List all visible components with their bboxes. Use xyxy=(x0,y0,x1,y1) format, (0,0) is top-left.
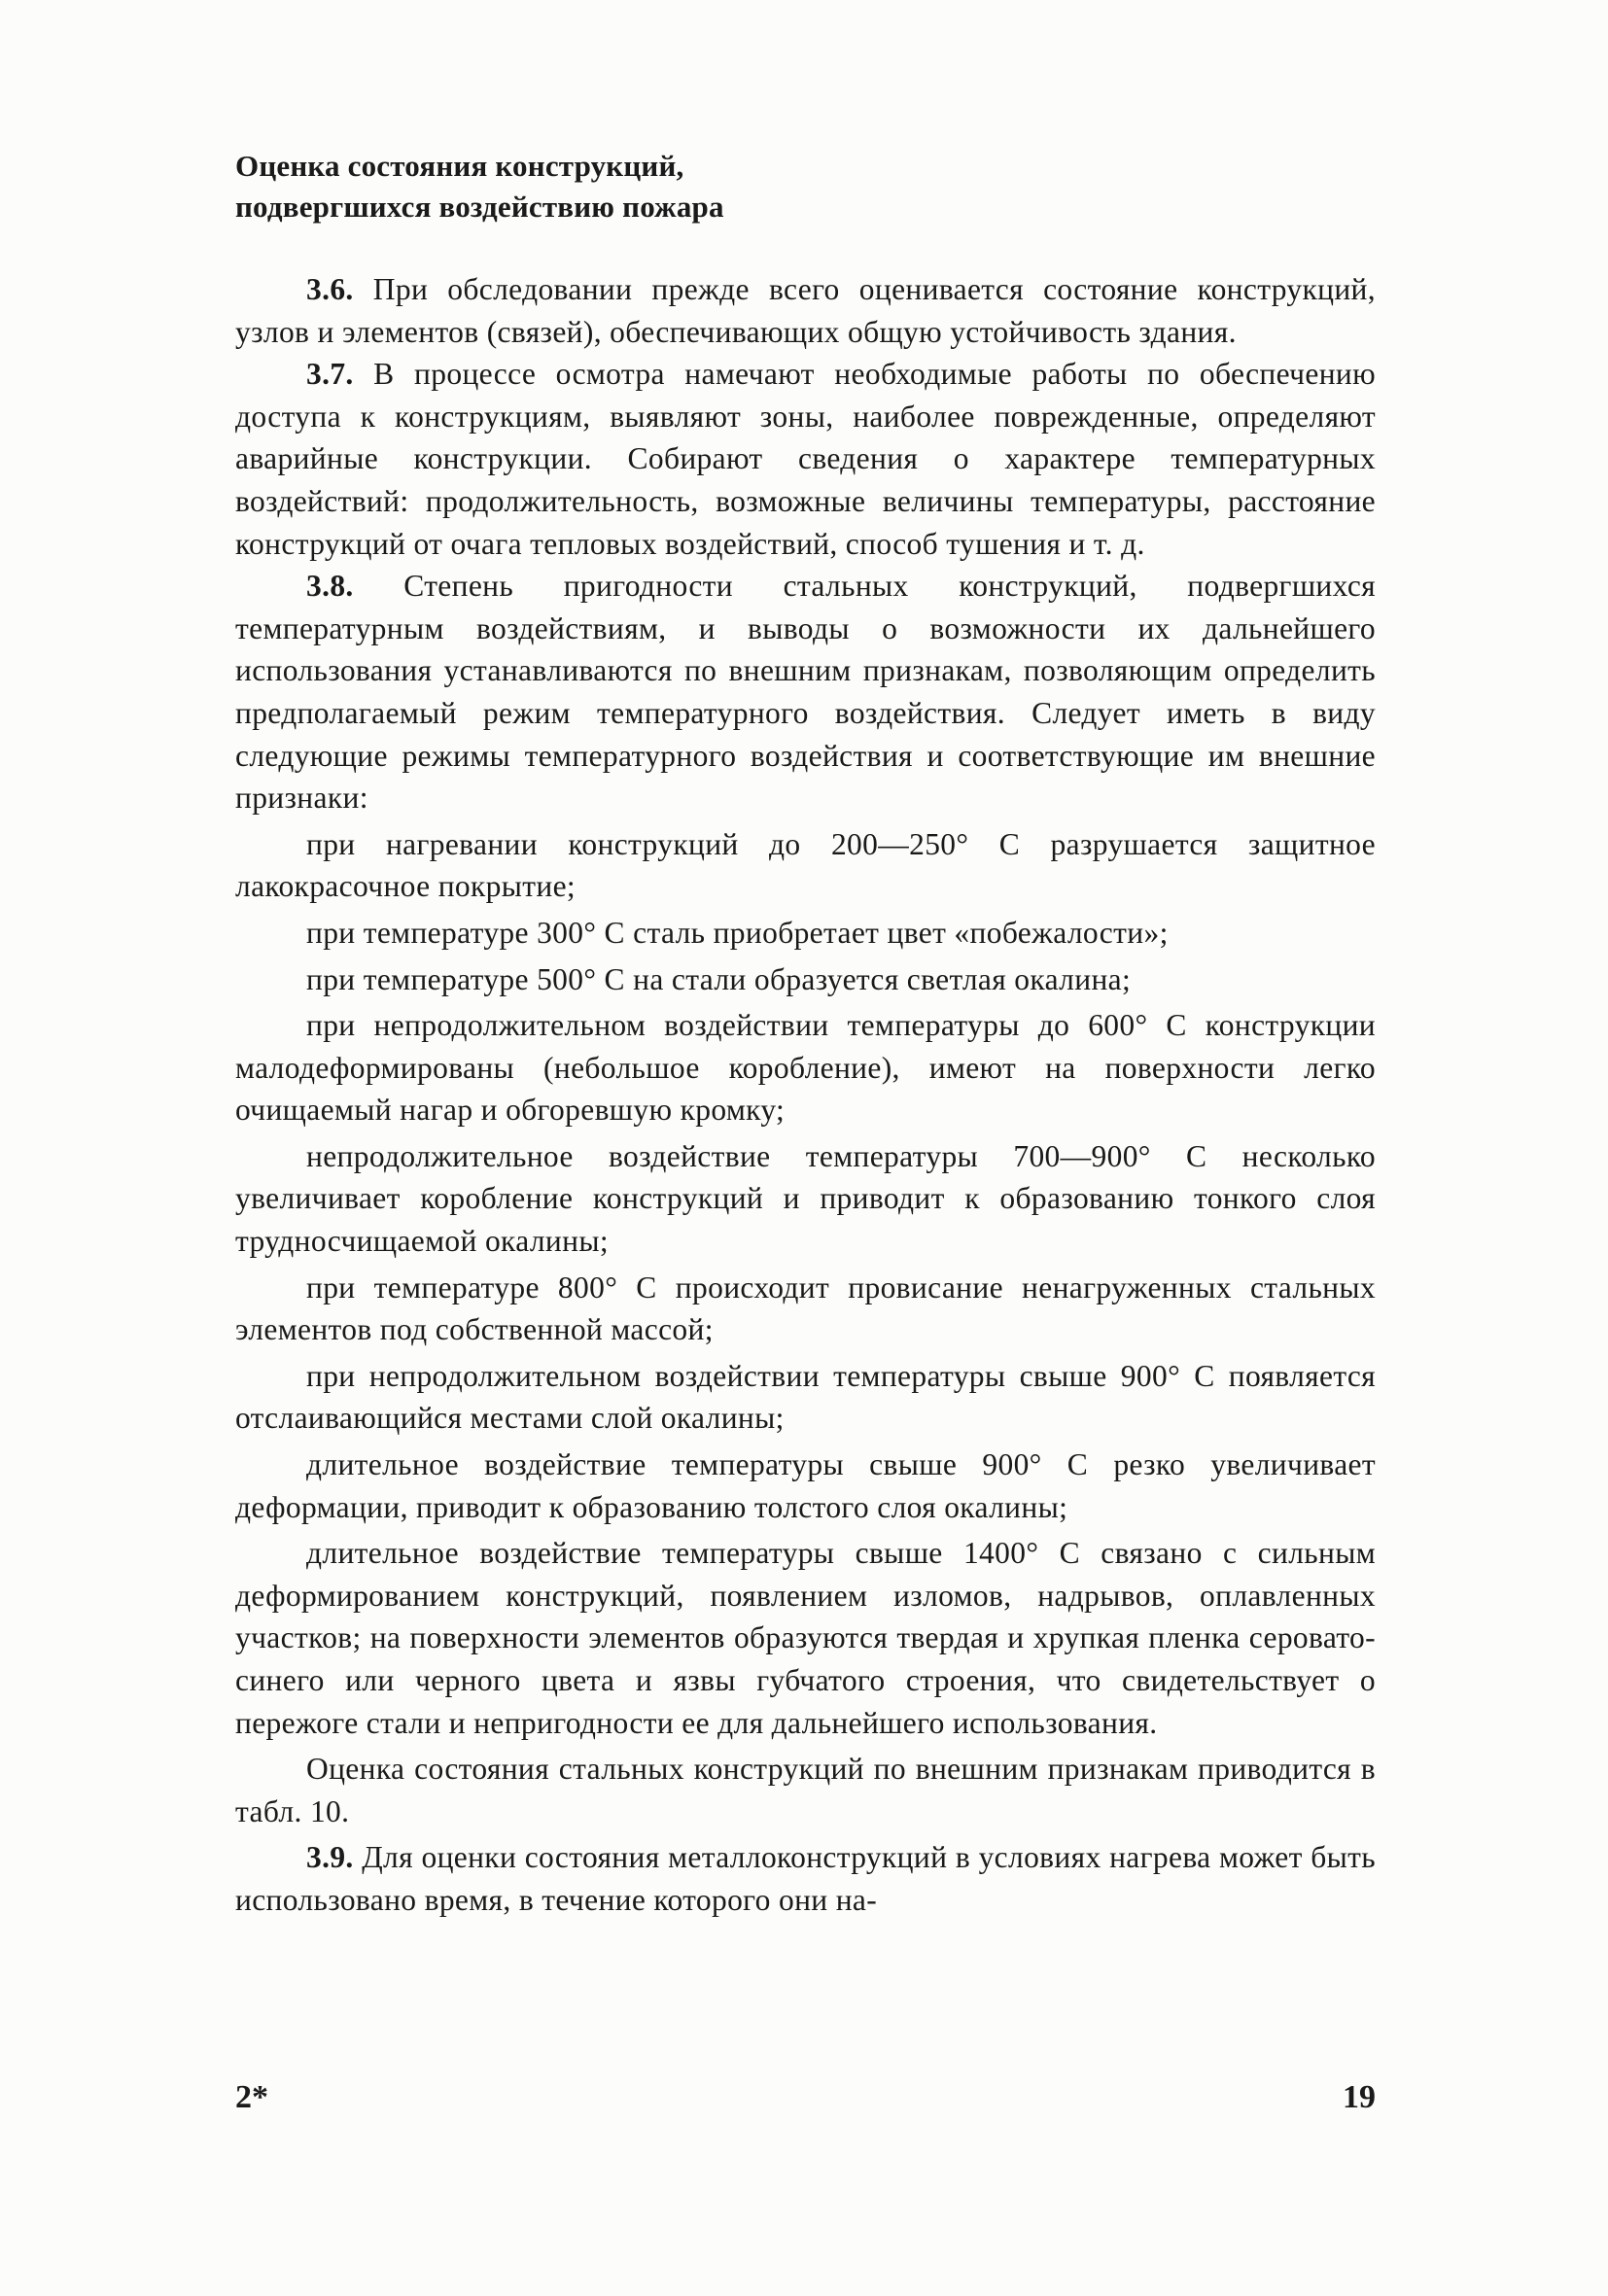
page-number: 19 xyxy=(1343,2079,1376,2115)
document-page xyxy=(235,146,1376,1922)
section-heading xyxy=(235,146,1376,227)
heading-line-2: подвергшихся воздействию пожара xyxy=(235,190,724,224)
list-item: непродолжительное воздействие температуры 700—900° С несколько увеличивает коробление конструкций и приводит к образованию тонкого слоя трудносчищаемой окалины; xyxy=(235,1138,1376,1259)
page-footer xyxy=(235,2079,1376,2128)
paragraph-3-8: 3.8. Степень пригодности стальных конструкций, подвергшихся температурным воздействиям, и выводы о возможности их дальнейшего использования устанавливаются по внешним признакам, позволяющим определить предполагаемый режим температурного воздействия. Следует иметь в виду следующие режимы температурного воздействия и соответствующие им внешние признаки: xyxy=(235,569,1376,816)
list-item: при температуре 300° С сталь приобретает цвет «побежалости»; xyxy=(306,915,1169,950)
list-item: при нагревании конструкций до 200—250° С разрушается защитное лакокрасочное покрытие; xyxy=(235,826,1376,904)
paragraph-3-6: 3.6. При обследовании прежде всего оценивается состояние конструкций, узлов и элементов (связей), обеспечивающих общую устойчивость здания. xyxy=(235,272,1376,349)
heading-line-1: Оценка состояния конструкций, xyxy=(235,149,684,183)
paragraph-3-7: 3.7. В процессе осмотра намечают необходимые работы по обеспечению доступа к конструкциям, выявляют зоны, наиболее поврежденные, определяют аварийные конструкции. Собирают сведения о характере температурных воздействий: продолжительность, возможные величины температуры, расстояние конструкций от очага тепловых воздействий, способ тушения и т. д. xyxy=(235,357,1376,561)
list-item: при непродолжительном воздействии температуры свыше 900° С появляется отслаивающийся местами слой окалины; xyxy=(235,1358,1376,1436)
list-item: при температуре 800° С происходит провисание ненагруженных стальных элементов под собственной массой; xyxy=(235,1270,1376,1347)
signature-mark: 2* xyxy=(235,2079,268,2115)
list-item: при температуре 500° С на стали образуется светлая окалина; xyxy=(306,961,1132,996)
list-item: длительное воздействие температуры свыше 1400° С связано с сильным деформированием конструкций, появлением изломов, надрывов, оплавленных участков; на поверхности элементов образуются твердая и хрупкая пленка серовато-синего или черного цвета и язвы губчатого строения, что свидетельствует о пережоге стали и непригодности ее для дальнейшего использования. xyxy=(235,1536,1376,1740)
list-item: при непродолжительном воздействии температуры до 600° С конструкции малодеформированы (небольшое коробление), имеют на поверхности легко очищаемый нагар и обгоревшую кромку; xyxy=(235,1008,1376,1128)
body-text xyxy=(235,268,1376,1922)
table-reference-paragraph: Оценка состояния стальных конструкций по внешним признакам приводится в табл. 10. xyxy=(235,1752,1376,1828)
paragraph-3-9: 3.9. Для оценки состояния металлоконструкций в условиях нагрева может быть использовано время, в течение которого они на- xyxy=(235,1840,1376,1917)
list-item: длительное воздействие температуры свыше 900° С резко увеличивает деформации, приводит к образованию толстого слоя окалины; xyxy=(235,1447,1376,1524)
